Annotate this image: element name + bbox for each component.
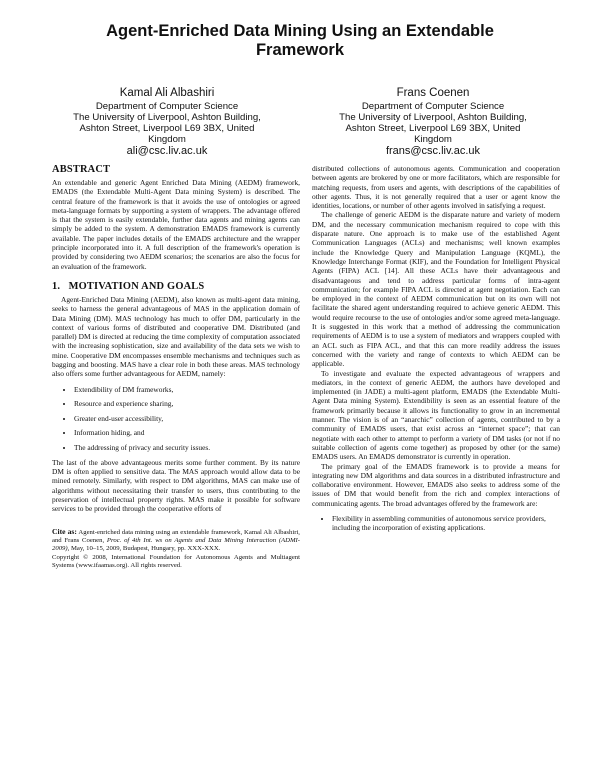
title-line-1: Agent-Enriched Data Mining Using an Extendable bbox=[106, 22, 494, 40]
section-1-paragraph-2: The last of the above advantageous merits some further comment. By its nature DM is often applied to sensitive data. The MAS approach would allow data to be mined remotely. Similarly, with respect to DM algorithms, MAS can make use of algorithms without necessitating their transfer to users, thus contributing to the preservation of intellectual property rights. MAS make it possible for software services to be provided through the cooperative efforts of bbox=[52, 457, 300, 514]
section-1-paragraph: Agent-Enriched Data Mining (AEDM), also known as multi-agent data mining, seeks to harness the general advantageous of MAS in the application domain of Data Mining (DM). MAS technology has much to offer DM, particularly in the context of various forms of distributed and cooperative DM. Distributed (and parallel) DM is directed at reducing the time complexity of computation associated with the increasing sophistication, size and availability of the data sets we wish to mine. Cooperative DM encompasses ensemble mechanisms and techniques such as bagging and boosting. MAS have a clear role in both these areas. MAS technology also offers some further advantageous for AEDM, namely: bbox=[52, 294, 300, 379]
section-1-heading: 1. MOTIVATION AND GOALS bbox=[52, 280, 205, 292]
cite-label: Cite as: bbox=[52, 526, 77, 536]
cite-proceedings: Proc. of 4th Int. ws on Agents and Data Mining Interaction (ADMI-2009) bbox=[52, 537, 300, 553]
author-institution: The University of Liverpool, Ashton Building, bbox=[339, 112, 527, 123]
list-item: • Extendibility of DM frameworks, bbox=[74, 385, 300, 394]
author-block-2 bbox=[318, 86, 548, 158]
framework-advantages-list bbox=[312, 514, 560, 533]
author-block-1 bbox=[52, 86, 282, 158]
list-item: • Flexibility in assembling communities of autonomous service providers, including the incorporation of existing applications. bbox=[332, 514, 560, 533]
author-email[interactable]: ali@csc.liv.ac.uk bbox=[126, 145, 208, 157]
author-address-country: Kingdom bbox=[148, 134, 186, 145]
list-item: • Information hiding, and bbox=[74, 428, 300, 437]
author-email[interactable]: frans@csc.liv.ac.uk bbox=[385, 145, 481, 157]
cite-text-end: , May, 10–15, 2009, Budapest, Hungary, pp. XXX-XXX. bbox=[67, 545, 221, 553]
author-name: Frans Coenen bbox=[396, 87, 470, 99]
author-address: Ashton Street, Liverpool L69 3BX, United bbox=[345, 123, 521, 134]
title-line-2: Framework bbox=[255, 41, 345, 59]
copyright-notice: Copyright © 2008, International Foundation for Autonomous Agents and Multiagent Systems (www.ifaamas.org). All rights reserved. bbox=[52, 553, 300, 570]
paper-title bbox=[40, 22, 560, 60]
author-institution: The University of Liverpool, Ashton Building, bbox=[73, 112, 261, 123]
body-paragraph: The challenge of generic AEDM is the disparate nature and variety of modern DM, and the necessary communication mechanism required to cope with this disparate nature. One approach is to make use of the established Agent Communication Languages (ACLs) and mechanisms; well known examples include the Knowledge Query and Manipulation Language (KQML), the Knowledge Interchange Format (KIF), and the Foundation for Intelligent Physical Agents (FIPA) ACL [14]. All these ACLs have their advantageous and disadvantageous and tend to address particular forms of intra-agent communication; for example FIPA ACL is directed at agent negotiation. Each can be employed in the context of AEDM communication but on its own will not facilitate the shared agent understanding required to achieve generic AEDM. This would require recourse to the use of ontologies and/or some agreed meta-language. It is suggested in this work that a method of addressing the communication requirements of AEDM is to use a system of mediators and wrappers coupled with an ACL such as FIPA ACL, and that this can more readily address the issues concerned with the variety and range of contexts to which AEDM can be applicable. bbox=[312, 210, 560, 369]
list-item: • Resource and experience sharing, bbox=[74, 399, 300, 408]
right-column bbox=[312, 164, 560, 539]
author-dept: Department of Computer Science bbox=[361, 101, 505, 112]
author-dept: Department of Computer Science bbox=[95, 101, 239, 112]
list-item: • Greater end-user accessibility, bbox=[74, 414, 300, 423]
body-paragraph: The primary goal of the EMADS framework is to provide a means for integrating new DM algorithms and data sources in a distributed infrastructure and collaborative environment. However, EMADS also seeks to address some of the issues of DM that would benefit from the rich and complex interactions of communicating agents. The broad advantages offered by the framework are: bbox=[312, 461, 560, 508]
list-item: • The addressing of privacy and security issues. bbox=[74, 443, 300, 452]
abstract-heading: ABSTRACT bbox=[52, 164, 111, 175]
body-paragraph: distributed collections of autonomous agents. Communication and cooperation between agents are brokered by one or more facilitators, which are responsible for matching requests, from users and agents, with descriptions of the capabilities of other agents. Thus, it is not generally required that a user or agent know the identities, locations, or number of other agents involved in satisfying a request. bbox=[312, 164, 560, 211]
cite-text: Agent-enriched data mining using an extendable framework, Kamal Ali Albashiri, and Frans Coenen, bbox=[52, 528, 300, 545]
abstract-text: An extendable and generic Agent Enriched Data Mining (AEDM) framework, EMADS (the Extendable Multi-Agent Data mining System) is described. The central feature of the framework is that it avoids the use of ontologies or agreed meta-language formats by supporting a system of wrappers. The advantage offered is that the system is easily extendable, further data agents and mining agents can simply be added to the system. A demonstration EMADS framework is currently available. The paper includes details of the EMADS architecture and the wrapper principle incorporated into it. A full description of the framework's operation is provided by considering two AEDM scenarios; the scenarios are also the focus for an evaluation of the framework. bbox=[52, 178, 300, 271]
left-column bbox=[52, 164, 300, 571]
citation-block bbox=[52, 528, 300, 571]
advantages-list bbox=[52, 385, 300, 452]
body-paragraph: To investigate and evaluate the expected advantageous of wrappers and mediators, in the context of generic AEDM, the authors have developed and implemented (in JADE) a multi-agent platform, EMADS (the Extendable Multi-Agent Data mining System). Extendibility is seen as an essential feature of the framework primarily because it allows its functionality to grow in an incremental manner. The vision is of an “anarchic” collection of agents, contributed to by a community of EMADS users, that exist across an “internet space”; that can negotiate with each other to attempt to perform a variety of DM tasks (or not if no suitable collection of agents come together) as proposed by other (or the same) EMADS users. An EMADS demonstrator is currently in operation. bbox=[312, 368, 560, 462]
author-address: Ashton Street, Liverpool L69 3BX, United bbox=[79, 123, 255, 134]
author-address-country: Kingdom bbox=[414, 134, 452, 145]
author-name: Kamal Ali Albashiri bbox=[119, 87, 215, 99]
